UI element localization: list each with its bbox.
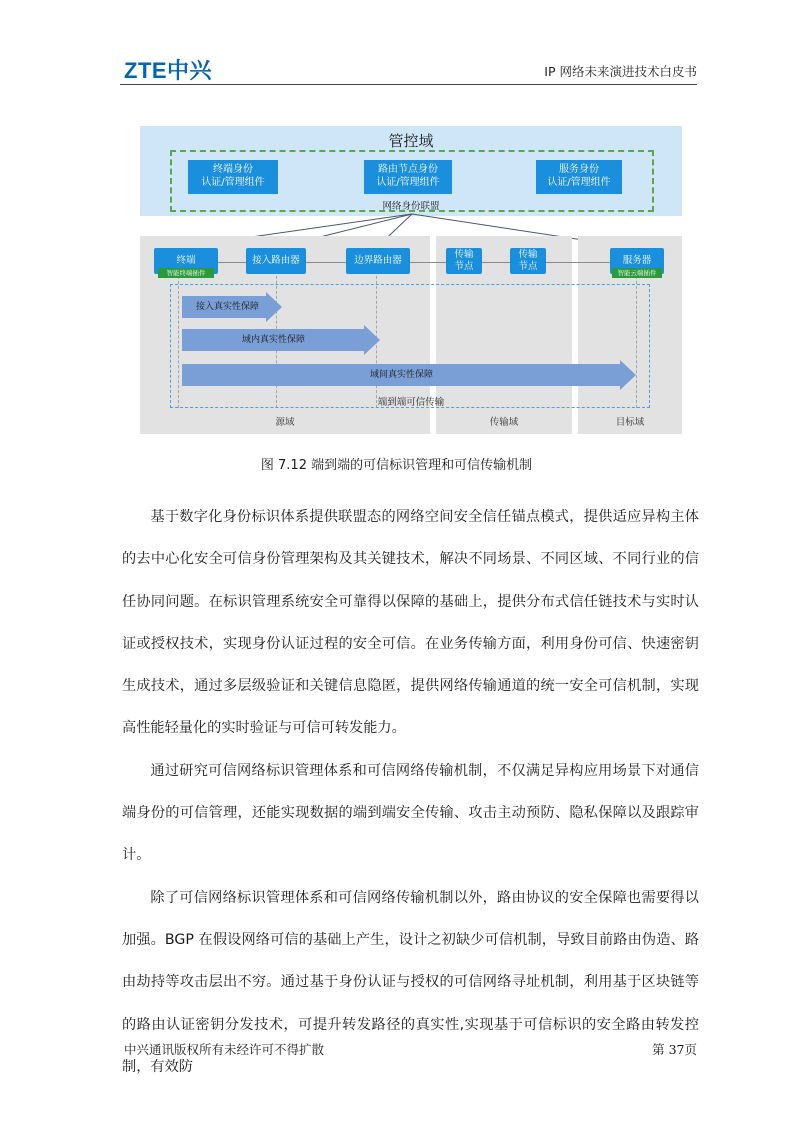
target-domain-label: 目标域 [615,417,645,428]
footer-copyright: 中兴通讯版权所有未经许可不得扩散 [124,1042,325,1057]
intra-domain-assurance-arrow [182,329,382,351]
federation-label: 网络身份联盟 [382,201,440,212]
component-line1: 路由节点身份 [378,164,438,175]
source-domain-label: 源域 [275,417,295,428]
link-border-transit [410,262,446,263]
server-plugin-tag: 智能云端插件 [612,268,662,278]
paragraph: 除了可信网络标识管理体系和可信网络传输机制以外，路由协议的安全保障也需要得以加强。BGP 在假设网络可信的基础上产生，设计之初缺少可信机制，导致目前路由伪造、路由劫持等攻击层出不穷。通过基于身份认证与授权的可信网络寻址机制，利用基于区块链等的路由认证密钥分发技术，可提升转发路径的真实性,实现基于可信标识的安全路由转发控制，有效防 [122,889,699,1075]
transit-node-2 [510,248,546,274]
trust-architecture-diagram [140,126,682,434]
link-access-border [306,262,346,263]
page-number: 第 37页 [652,1042,697,1057]
component-line2: 认证/管理组件 [376,177,440,188]
intra-domain-assurance-label: 域内真实性保障 [242,335,306,345]
transit-node-1 [446,248,482,274]
component-line2: 认证/管理组件 [547,177,611,188]
management-domain-title: 管控域 [388,132,434,150]
component-line2: 认证/管理组件 [201,177,265,188]
figure-caption: 图 7.12 端到端的可信标识管理和可信传输机制 [260,458,533,473]
logo-text: ZTE中兴 [124,57,213,83]
paragraph: 通过研究可信网络标识管理体系和可信网络传输机制，不仅满足异构应用场景下对通信端身份的可信管理，还能实现数据的端到端安全传输、攻击主动预防、隐私保障以及跟踪审计。 [122,762,699,864]
end-to-end-label: 端到端可信传输 [377,397,445,408]
transit-node-line2: 节点 [454,261,474,272]
terminal-plugin-tag: 智能终端插件 [158,268,214,278]
paragraph: 基于数字化身份标识体系提供联盟态的网络空间安全信任锚点模式，提供适应异构主体的去中心化安全可信身份管理架构及其关键技术，解决不同场景、不同区域、不同行业的信任协同问题。在标识管理系统安全可靠得以保障的基础上，提供分布式信任链技术与实时认证或授权技术，实现身份认证过程的安全可信。在业务传输方面，利用身份可信、快速密钥生成技术，通过多层级验证和关键信息隐匿，提供网络传输通道的统一安全可信机制，实现高性能轻量化的实时验证与可信可转发能力。 [122,509,699,737]
transit-domain-label: 传输域 [489,417,519,428]
access-assurance-arrow [182,296,282,318]
transit-node-line1: 传输 [518,249,538,260]
component-line1: 终端身份 [213,164,253,175]
server-node: 服务器 [610,248,664,274]
transit-node-line2: 节点 [518,261,538,272]
access-router-node: 接入路由器 [246,248,306,274]
body-text [122,496,699,1088]
inter-domain-assurance-arrow [182,364,638,386]
arrow-head [364,325,380,355]
terminal-node: 终端 [154,248,218,274]
arrow-head [620,360,636,390]
arrow-head [266,292,282,322]
link-terminal-access [218,262,246,263]
inter-domain-assurance-label: 域间真实性保障 [370,370,434,380]
component-line1: 服务身份 [559,164,599,175]
zte-logo [124,56,212,82]
border-router-node: 边界路由器 [346,248,410,274]
header-divider [120,84,697,85]
transit-node-line1: 传输 [454,249,474,260]
link-transit-transit [482,262,510,263]
link-transit-server [546,262,610,263]
access-assurance-label: 接入真实性保障 [196,302,260,312]
document-title: IP 网络未来演进技术白皮书 [544,64,697,79]
